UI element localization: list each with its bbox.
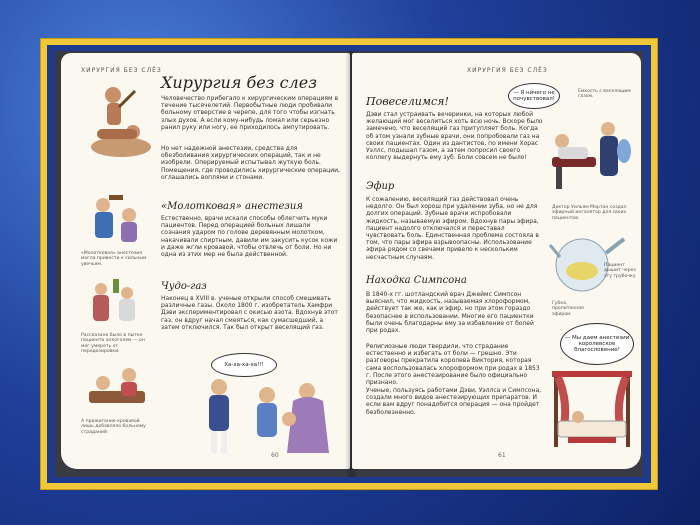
caption-morton: Доктор Уильям Мортон создал эфирный ингалятор для своих пациентов. [552, 205, 627, 221]
caption-tube: Пациент дышит через эту трубочку [604, 263, 636, 279]
laughing-gas-party-illustration [189, 373, 339, 463]
section-title-mallet: «Молотковая» анестезия [161, 201, 303, 212]
section-title-ether: Эфир [366, 181, 395, 192]
open-book [55, 51, 643, 477]
page-title: Хирургия без слез [161, 73, 317, 92]
section-title-party: Повеселимся! [366, 95, 449, 108]
caption-gas-container: Емкость с веселящим газом. [578, 89, 631, 100]
caption-alcohol: Рассказано было в пытке пациента алкоголем — он мог умереть от передозировки. [81, 333, 145, 355]
caption-mallet: «Молотковая» анестезия могла привести к сильным увечьям. [81, 251, 147, 267]
photo-frame [40, 38, 658, 490]
caption-sponge: Губка, пропитанная эфиром [552, 301, 584, 317]
frame-inner [47, 45, 651, 483]
intro-text: Человечество прибегало к хирургическим операциям в течение тысячелетий. Первобытные люди пробивали больному отверстие в черепе, для того чтобы изгнать злых духов. А если кому-нибудь ломал или серьезно ранил руку или ногу, ее приходилось ампутировать. [161, 95, 338, 131]
section-text-ether: К сожалению, веселящий газ действовал очень недолго. Он был хорош при удалении зуба, но не для долгих операций. Зубные врачи испробовали жидкость, называемую эфиром. Вдохнув пары эфира, пациент надолго отключался и переставал чувствовать боль. Единственная проблема состояла в том, что пары эфира взрывоопасны. Использование эфира рядом со свечами привело к нескольким несчастным случаям. [366, 196, 539, 261]
royal-bed-illustration [548, 365, 636, 461]
section-text-party: Дэви стал устраивать вечеринки, на которых любой желающий мог веселиться хоть всю ночь. Вскоре было замечено, что веселящий газ притупляет боль. Когда об этом узнали зубные врачи, они попробовали газ на своих пациентах. Один из дантистов, по имени Хорас Уэллс, подышал газом, а затем попросил своего коллегу выдернуть ему зуб. Боли совсем не было! [366, 111, 543, 162]
running-head-left: ХИРУРГИЯ БЕЗ СЛЁЗ [81, 67, 162, 74]
section-text-gas: Наконец в XVIII в. ученые открыли способ смешивать различные газы. Около 1800 г. изобретатель Хамфри Дэви экспериментировал с окисью азота. Вдохнув этот газ, он вдруг начал смеяться, как сумасшедший, а затем отключился. Так был открыт веселящий газ. [161, 295, 338, 331]
cauterization-illustration [83, 361, 153, 417]
section-text-mallet: Естественно, врачи искали способы облегчить муки пациентов. Перед операцией больных лишали сознания ударом по голове деревянным молотком, накачивали спиртным, давили им закусить кусок кожи и даже жгли кровавой, чтобы отвлечь от боли. Но ни одна из этих мер не была действенной. [161, 215, 338, 259]
page-number-left: 60 [271, 452, 279, 459]
mallet-anesthesia-illustration [83, 193, 147, 249]
right-page [352, 53, 641, 469]
page-number-right: 61 [498, 452, 506, 459]
speech-bubble-felt-nothing: — Я ничего не почувствовал! [508, 83, 560, 109]
section-text-simpson: В 1840-х гг. шотландский врач Джеймс Симпсон выяснил, что жидкость, называемая хлороформом, действует так же, как и эфир, но при этом гораздо безопаснее в использовании. Многие его пациентки были очень благодарны ему за избавление от болей при родах. [366, 291, 534, 335]
intro-text-2: Но нет надежной анестезии, средства для обезболивания хирургических операций, так и не изобрели. Оперируемый испытывал жуткую боль. Помещения, где проводились хирургические операции, оглашались воплями и стонами. [161, 145, 340, 181]
section-title-gas: Чудо-газ [161, 281, 207, 292]
speech-bubble-laugh: Ха-ха-ха-ха!!! [211, 353, 277, 377]
alcohol-illustration [83, 275, 147, 331]
dentist-chair-illustration [548, 111, 634, 197]
section-title-simpson: Находка Симпсона [366, 275, 467, 286]
caption-cauterization: А прижигание кровавой лишь добавляло больному страданий. [81, 419, 146, 435]
section-text-simpson-2: Религиозные люди твердили, что страдание естественно и избегать от боли — грешно. Эти разговоры прекратила королева Виктория, которая сама воспользовалась хлороформом при родах в 1853 г. После этого анестезирование было официально признано. [366, 343, 540, 387]
section-text-simpson-3: Ученые, пользуясь работами Дэви, Уэллса и Симпсона, создали много видов анестезирующих препаратов. И если вам вдруг понадобится операция — она пройдет безболезненно. [366, 387, 542, 416]
running-head-right: ХИРУРГИЯ БЕЗ СЛЁЗ [467, 67, 548, 74]
caveman-illustration [83, 77, 157, 163]
speech-bubble-queen: — Мы даем анестезии королевское благословение! [560, 323, 634, 365]
left-page [61, 53, 350, 469]
